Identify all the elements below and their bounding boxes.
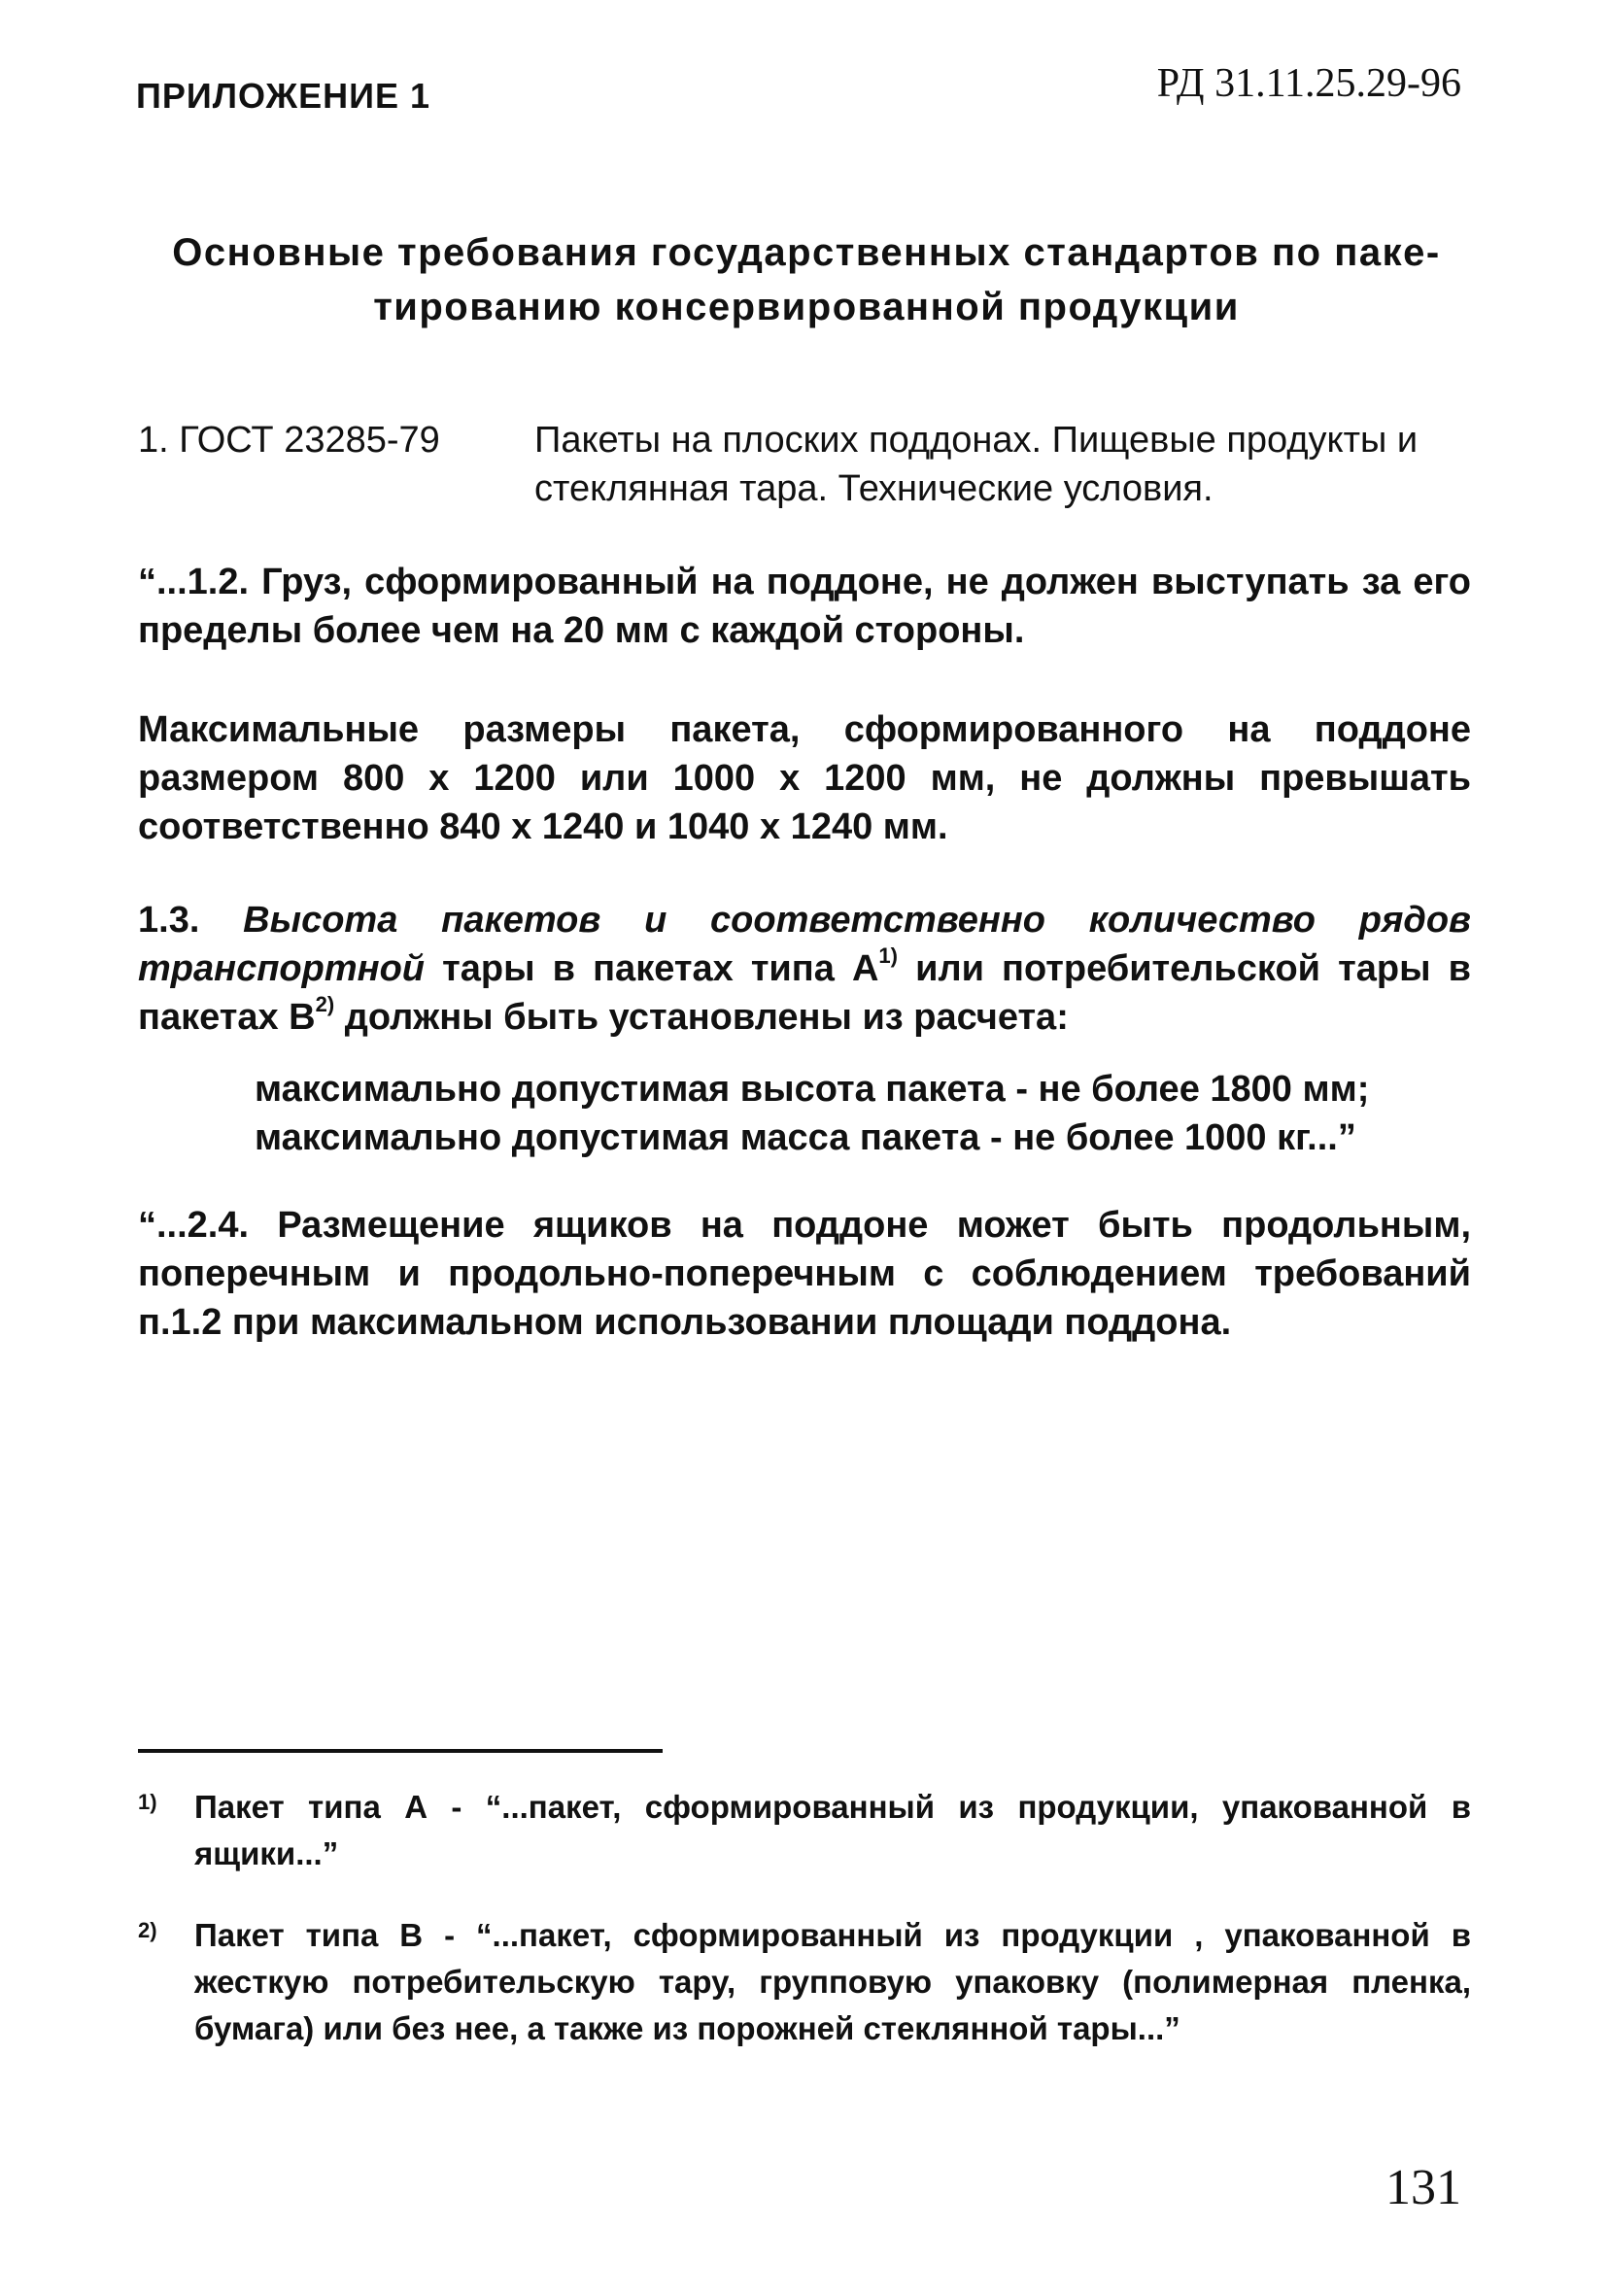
limits-list (255, 1065, 1469, 1162)
standard-description (534, 416, 1471, 513)
paragraph-1-2 (138, 558, 1471, 655)
limit-height: максимально допустимая высота пакета - не более 1800 мм; (255, 1069, 1370, 1110)
footnote-text: Пакет типа В - “...пакет, сформированный из продукции , упакованной в жесткую потребительскую тару, групповую упаковку (полимерная пленка, бумага) или без нее, а также из порожней стеклянной тары...” (194, 1917, 1471, 2046)
paragraph-text: “...1.2. Груз, сформированный на поддоне, не должен выступать за его пределы более чем на 20 мм с каждой стороны. (138, 562, 1471, 651)
paragraph-text-part: или потребительской тары в пакетах В (138, 948, 1471, 1038)
standard-reference (138, 416, 1471, 513)
paragraph-max-sizes (138, 705, 1471, 851)
title-line-2: тированию консервированной продукции (373, 286, 1240, 328)
paragraph-text-part: тары в пакетах типа А (442, 948, 879, 989)
appendix-label: ПРИЛОЖЕНИЕ 1 (136, 76, 431, 116)
paragraph-text: Максимальные размеры пакета, сформированного на поддоне размером 800 х 1200 или 1000 х 1200 мм, не должны превышать соответственно 840 х 1240 и 1040 х 1240 мм. (138, 709, 1471, 847)
footnote-mark: 1) (138, 1790, 157, 1814)
paragraph-number: 1.3. (138, 900, 200, 941)
footnote-text: Пакет типа А - “...пакет, сформированный из продукции, упакованной в ящики...” (194, 1789, 1471, 1871)
footnote-1 (138, 1784, 1471, 1877)
page-title (146, 225, 1467, 334)
title-line-1: Основные требования государственных стандартов по паке- (172, 231, 1441, 274)
page-number: 131 (1385, 2160, 1461, 2215)
paragraph-text-part: должны быть установлены из расчета: (334, 997, 1069, 1038)
footnote-mark: 2) (138, 1918, 157, 1942)
standard-description-line-2: стеклянная тара. Технические условия. (534, 468, 1214, 509)
paragraph-2-4 (138, 1201, 1471, 1347)
footnote-ref-2: 2) (315, 992, 335, 1017)
limit-mass: максимально допустимая масса пакета - не более 1000 кг...” (255, 1117, 1356, 1158)
footnote-ref-1: 1) (878, 943, 898, 969)
paragraph-1-3 (138, 896, 1471, 1042)
paragraph-text (138, 896, 1471, 1042)
paragraph-italic-text: Высота пакетов и соответственно количество рядов транспортной (138, 900, 1471, 989)
document-code: РД 31.11.25.29-96 (1156, 61, 1461, 106)
footnote-divider (138, 1749, 663, 1753)
paragraph-text: “...2.4. Размещение ящиков на поддоне может быть продольным, поперечным и продольно-поперечным с соблюдением требований п.1.2 при максимальном использовании площади поддона. (138, 1205, 1471, 1343)
standard-description-line-1: Пакеты на плоских поддонах. Пищевые продукты и (534, 420, 1419, 461)
standard-code: 1. ГОСТ 23285-79 (138, 420, 440, 461)
footnote-2 (138, 1912, 1471, 2052)
